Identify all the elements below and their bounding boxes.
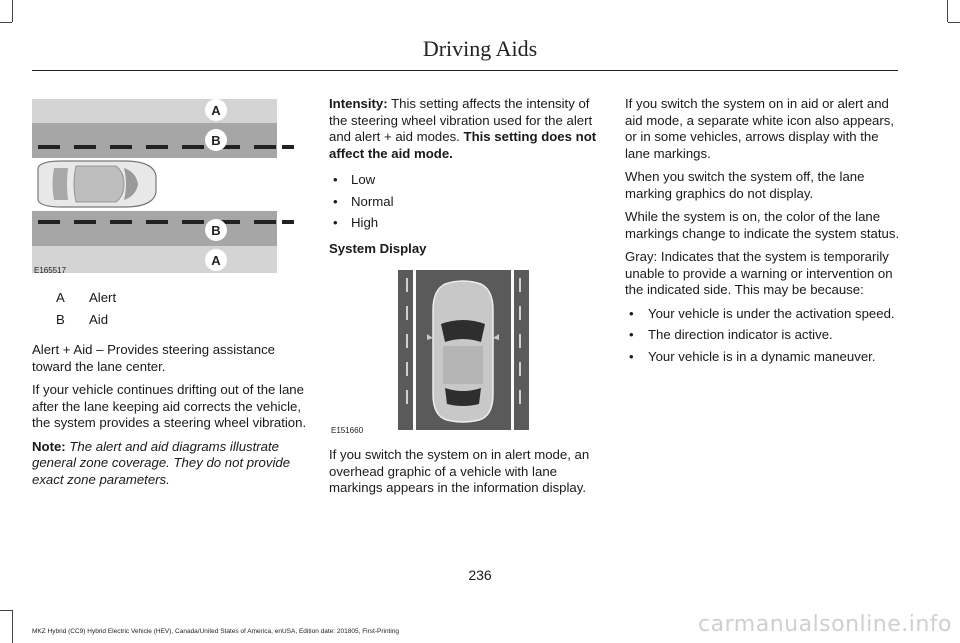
- zone-label-b-top: [205, 129, 227, 151]
- column-left: [32, 290, 307, 495]
- paragraph: When you switch the system off, the lane marking graphics do not display.: [625, 169, 865, 201]
- svg-text:A: A: [211, 253, 221, 268]
- page-title: Driving Aids: [422, 36, 538, 61]
- column-right: [625, 96, 900, 374]
- svg-text:A: A: [211, 103, 221, 118]
- list-item: • Your vehicle is under the activation speed.: [625, 306, 900, 323]
- crop-mark: [0, 22, 12, 23]
- note: [32, 439, 307, 489]
- watermark: carmanualsonline.info: [698, 612, 952, 637]
- option-low: • Low: [329, 172, 604, 189]
- legend-value: Alert: [89, 290, 117, 305]
- figure-legend: [32, 290, 307, 334]
- paragraph: If you switch the system on in aid or alert and aid mode, a separate white icon also appears, or in some vehicles, arrows display with the lane markings.: [625, 96, 895, 161]
- header-divider: [32, 70, 898, 71]
- system-display-heading: System Display: [329, 240, 427, 256]
- intensity-text: This setting affects the intensity of the steering wheel vibration used for the alert and alert + aid modes.: [329, 96, 593, 144]
- zone-b-top: [32, 123, 277, 158]
- svg-text:B: B: [211, 223, 221, 238]
- paragraph: Alert + Aid – Provides steering assistance toward the lane center.: [32, 342, 275, 374]
- intensity-bold-tail: This setting does not affect the aid mode.: [329, 129, 597, 161]
- paragraph: While the system is on, the color of the lane markings change to indicate the system status.: [625, 209, 900, 241]
- column-middle: [329, 96, 604, 264]
- intensity-paragraph: [329, 96, 604, 162]
- legend-key: B: [56, 312, 65, 327]
- note-text: The alert and aid diagrams illustrate general zone coverage. They do not provide exact zone parameters.: [32, 438, 291, 487]
- legend-value: Aid: [89, 312, 109, 327]
- lane-strip-right: [511, 270, 514, 430]
- intensity-label: Intensity:: [329, 96, 388, 111]
- footer-edition-info: MKZ Hybrid (CC9) Hybrid Electric Vehicle (HEV), Canada/United States of America, enUSA, Edition date: 201805, First-Printing: [32, 628, 400, 635]
- crop-mark: [12, 0, 13, 22]
- paragraph: If your vehicle continues drifting out of the lane after the lane keeping aid corrects the vehicle, the system provides a steering wheel vibration.: [32, 382, 307, 430]
- zone-a-top: [32, 99, 277, 123]
- car-icon: [38, 161, 156, 207]
- page-number: 236: [468, 567, 492, 583]
- list-item: • Your vehicle is in a dynamic maneuver.: [625, 349, 900, 366]
- legend-row: [32, 312, 307, 334]
- figure-id: E165517: [34, 266, 67, 275]
- paragraph: If you switch the system on in alert mode, an overhead graphic of a vehicle with lane markings appears in the information display.: [329, 447, 590, 495]
- paragraph: Gray: Indicates that the system is temporarily unable to provide a warning or intervention on the indicated side. This may be because:: [625, 249, 893, 297]
- zone-a-bottom: [32, 246, 277, 273]
- zone-label-a-top: [205, 99, 227, 121]
- figure-id: E151660: [331, 426, 364, 435]
- column-middle-bottom: [329, 447, 604, 504]
- overhead-car-icon: [427, 281, 499, 422]
- lane-marking-top: [38, 145, 294, 149]
- zone-coverage-diagram: [32, 96, 294, 278]
- crop-mark: [948, 22, 960, 23]
- legend-row: [32, 290, 307, 312]
- intensity-options: [329, 172, 604, 232]
- lane-marking-bottom: [38, 220, 294, 224]
- system-display-figure: [329, 266, 531, 438]
- zone-label-b-bottom: [205, 219, 227, 241]
- crop-mark: [12, 610, 13, 643]
- option-normal: • Normal: [329, 194, 604, 211]
- zone-label-a-bottom: [205, 249, 227, 271]
- zone-b-bottom: [32, 211, 277, 246]
- legend-key: A: [56, 290, 65, 305]
- list-item: • The direction indicator is active.: [625, 327, 900, 344]
- crop-mark: [947, 0, 948, 22]
- gray-reasons-list: [625, 306, 900, 366]
- crop-mark: [0, 610, 12, 611]
- note-label: Note:: [32, 438, 66, 454]
- svg-text:B: B: [211, 133, 221, 148]
- option-high: • High: [329, 215, 604, 232]
- lane-strip-left: [413, 270, 416, 430]
